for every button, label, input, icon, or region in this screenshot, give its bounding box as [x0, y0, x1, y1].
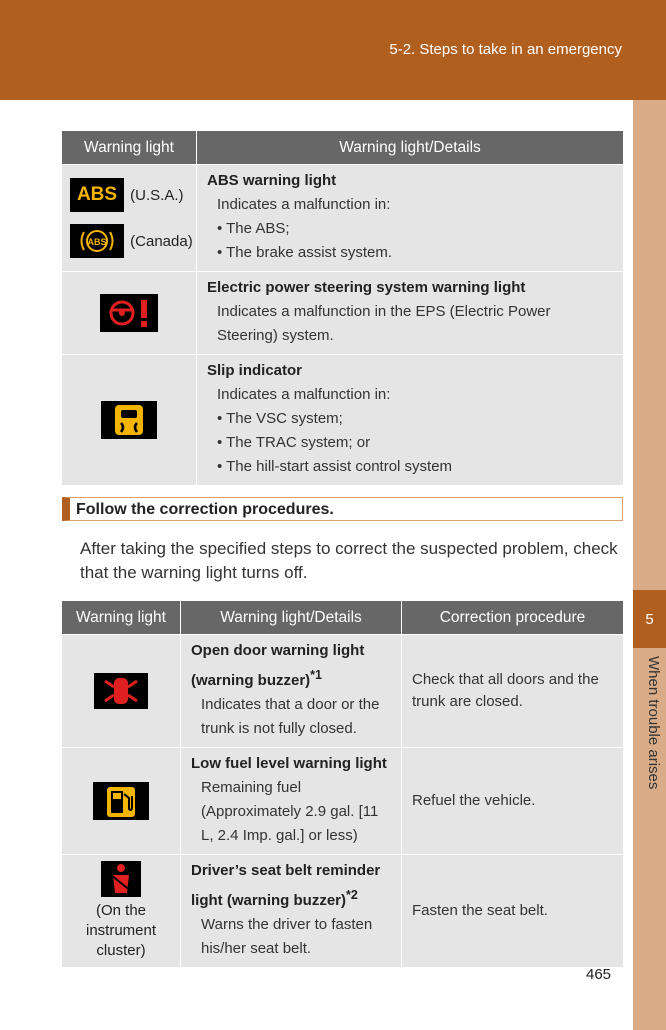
correction-cell: Refuel the vehicle.: [402, 748, 624, 855]
icon-cell: [62, 165, 197, 272]
detail-line: Remaining fuel (Approximately 2.9 gal. [11 L, 2.4 Imp. gal.] or less): [201, 779, 379, 844]
detail-title: Electric power steering system warning light: [207, 279, 526, 296]
detail-title: Driver’s seat belt reminder light (warning buzzer)$^{*2}$: [191, 862, 381, 909]
seat-belt-icon: [101, 861, 141, 897]
detail-title: Slip indicator: [207, 362, 303, 379]
detail-title: ABS warning light: [207, 172, 337, 189]
svg-text:ABS: ABS: [87, 237, 107, 247]
section-heading: Follow the correction procedures.: [62, 497, 623, 521]
detail-line: Indicates a malfunction in the EPS (Electric Power Steering) system.: [217, 303, 551, 344]
detail-title: Open door warning light (warning buzzer)$^{*1}$: [191, 642, 365, 689]
slip-indicator-icon: [101, 401, 157, 439]
chapter-label: When trouble arises: [645, 656, 662, 790]
region-label-canada: (Canada): [130, 232, 193, 250]
detail-line: Indicates a malfunction in:: [217, 196, 391, 213]
detail-line: Indicates a malfunction in:: [217, 386, 391, 403]
details-cell: [181, 635, 402, 748]
table-row: [62, 355, 623, 486]
header-title: 5-2. Steps to take in an emergency: [389, 41, 622, 58]
column-header-warning-light: Warning light: [62, 131, 197, 165]
footnote-marker: *2: [346, 888, 358, 902]
page-header: [0, 0, 666, 100]
detail-title: Low fuel level warning light: [191, 755, 387, 772]
details-cell: [197, 165, 624, 272]
icon-note: (On the instrument cluster): [85, 902, 157, 959]
detail-line: • The brake assist system.: [217, 244, 393, 261]
table-row: [62, 165, 623, 272]
open-door-icon: [94, 673, 148, 709]
correction-cell: Check that all doors and the trunk are closed.: [402, 635, 624, 748]
table-row: [62, 855, 623, 968]
details-cell: [197, 272, 624, 355]
icon-cell: [62, 855, 181, 968]
footnote-marker: *1: [310, 668, 322, 682]
details-cell: [181, 855, 402, 968]
column-header-details: Warning light/Details: [181, 601, 402, 635]
instruction-paragraph: After taking the specified steps to correct the suspected problem, check that the warning light turns off.: [80, 539, 618, 582]
page-number: 465: [586, 966, 612, 983]
detail-line: Warns the driver to fasten his/her seat belt.: [201, 916, 373, 957]
details-cell: [197, 355, 624, 486]
icon-cell: [62, 748, 181, 855]
detail-line: • The TRAC system; or: [217, 434, 371, 451]
abs-warning-icon: ABS: [70, 178, 124, 212]
table-row: [62, 635, 623, 748]
column-header-correction: Correction procedure: [402, 601, 624, 635]
region-label-usa: (U.S.A.): [130, 186, 184, 204]
table-row: [62, 748, 623, 855]
table-row: [62, 272, 623, 355]
abs-warning-icon-canada: [70, 224, 124, 258]
correction-cell: Fasten the seat belt.: [402, 855, 624, 968]
detail-line: • The VSC system;: [217, 410, 343, 427]
detail-line: • The hill-start assist control system: [217, 458, 453, 475]
warning-light-table-1: [62, 131, 623, 485]
icon-cell: [62, 635, 181, 748]
detail-line: Indicates that a door or the trunk is not fully closed.: [201, 696, 380, 737]
icon-cell: [62, 272, 197, 355]
warning-light-table-2: [62, 601, 623, 967]
chapter-side-strip: [633, 100, 666, 1030]
details-cell: [181, 748, 402, 855]
column-header-warning-light: Warning light: [62, 601, 181, 635]
power-steering-warning-icon: [100, 294, 158, 332]
column-header-details: Warning light/Details: [197, 131, 624, 165]
detail-line: • The ABS;: [217, 220, 290, 237]
icon-cell: [62, 355, 197, 486]
fuel-pump-icon: [93, 782, 149, 820]
chapter-number-tab[interactable]: 5: [633, 590, 666, 648]
